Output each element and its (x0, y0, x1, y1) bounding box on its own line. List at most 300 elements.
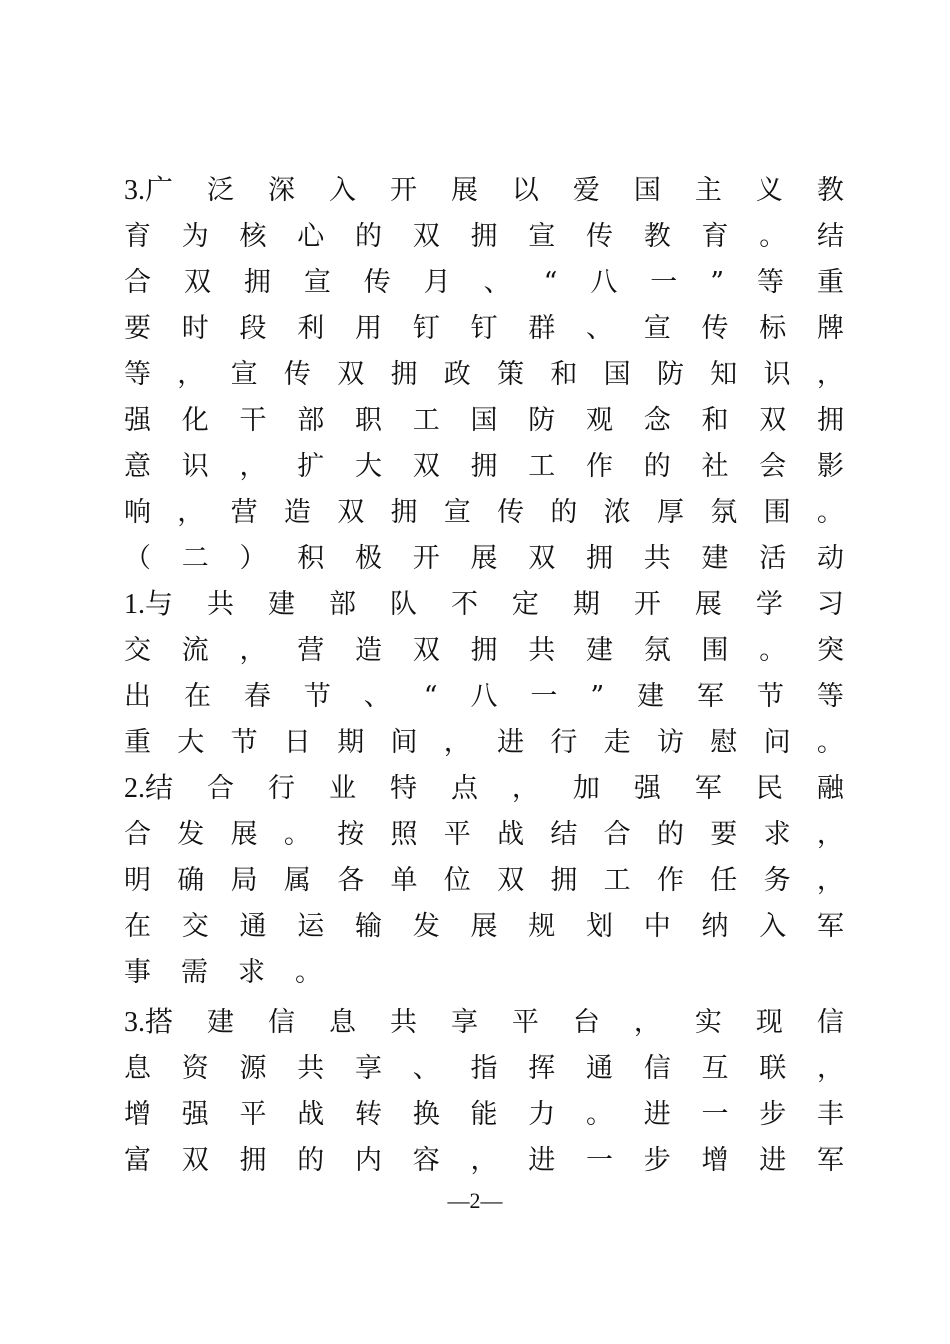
text-glyph: 力 (528, 1099, 556, 1130)
text-glyph: 实 (694, 1007, 722, 1038)
text-glyph: 共 (528, 635, 556, 666)
text-glyph: 双 (528, 543, 556, 574)
text-glyph: 工 (528, 451, 556, 482)
text-glyph: 国 (633, 175, 661, 206)
text-glyph: 意 (124, 451, 151, 482)
text-glyph: 。 (283, 819, 311, 850)
text-line (124, 260, 844, 306)
text-glyph: 等 (756, 267, 784, 298)
text-glyph: “ (543, 267, 558, 298)
section-heading (124, 536, 844, 582)
text-glyph: 宣 (303, 267, 331, 298)
text-glyph: 和 (550, 359, 578, 390)
text-glyph: ， (633, 1007, 661, 1038)
text-glyph: 双 (412, 221, 440, 252)
text-glyph: 开 (389, 175, 417, 206)
text-glyph: 交 (124, 635, 151, 666)
text-glyph: 增 (124, 1099, 151, 1130)
text-glyph: 宣 (643, 313, 671, 344)
text-glyph: 动 (817, 543, 844, 574)
text-glyph: 加 (572, 773, 600, 804)
text-glyph: 合 (124, 819, 151, 850)
text-glyph: 部 (297, 405, 325, 436)
text-glyph: 、 (586, 313, 613, 344)
text-glyph: 拥 (470, 635, 498, 666)
text-glyph: ， (816, 819, 844, 850)
text-glyph: 干 (239, 405, 267, 436)
text-glyph: 义 (755, 175, 783, 206)
text-glyph: 共 (389, 1007, 417, 1038)
text-glyph: 月 (423, 267, 451, 298)
text-glyph: 。 (816, 497, 844, 528)
text-glyph: 育 (701, 221, 729, 252)
text-glyph: 宣 (528, 221, 556, 252)
text-glyph: 内 (355, 1145, 382, 1176)
text-glyph: 3.广 (124, 175, 174, 206)
text-glyph: 二 (181, 543, 209, 574)
text-glyph: 拥 (586, 543, 613, 574)
text-glyph: 通 (586, 1053, 613, 1084)
text-glyph: 建 (637, 681, 665, 712)
text-glyph: 确 (177, 865, 205, 896)
text-glyph: 作 (656, 865, 684, 896)
text-glyph: 建 (586, 635, 613, 666)
text-glyph: 识 (763, 359, 791, 390)
text-line (124, 950, 844, 996)
text-glyph: 活 (759, 543, 787, 574)
text-glyph: 防 (528, 405, 556, 436)
text-glyph: 重 (816, 267, 844, 298)
text-glyph: 政 (443, 359, 471, 390)
text-glyph: 的 (550, 497, 578, 528)
text-line (124, 306, 844, 352)
text-glyph: 造 (283, 497, 311, 528)
text-glyph: 拥 (243, 267, 271, 298)
text-glyph: ， (816, 865, 844, 896)
text-glyph: 厚 (656, 497, 684, 528)
text-glyph: 围 (763, 497, 791, 528)
text-glyph: 需 (181, 957, 208, 988)
text-glyph: 爱 (572, 175, 600, 206)
text-line (124, 766, 844, 812)
text-glyph: 拥 (470, 221, 498, 252)
text-glyph: 合 (124, 267, 151, 298)
text-glyph: 教 (816, 175, 844, 206)
text-glyph: 强 (633, 773, 661, 804)
text-glyph: 展 (470, 911, 498, 942)
text-glyph: ， (177, 359, 205, 390)
text-glyph: ） (239, 543, 267, 574)
text-glyph: 传 (363, 267, 391, 298)
text-glyph: 一 (530, 681, 558, 712)
text-glyph: 平 (511, 1007, 539, 1038)
text-glyph: 节 (303, 681, 331, 712)
text-glyph: 展 (450, 175, 478, 206)
text-glyph: 极 (355, 543, 382, 574)
text-glyph: 务 (763, 865, 791, 896)
text-glyph: 节 (230, 727, 258, 758)
text-glyph: 营 (230, 497, 258, 528)
text-glyph: 围 (701, 635, 729, 666)
text-glyph: 春 (243, 681, 271, 712)
text-glyph: 互 (701, 1053, 729, 1084)
text-glyph: 造 (355, 635, 382, 666)
text-glyph: 一 (586, 1145, 613, 1176)
text-glyph: 交 (181, 911, 209, 942)
text-glyph: 军 (697, 681, 724, 712)
text-glyph: 拥 (390, 497, 418, 528)
page-number: —2— (447, 1188, 503, 1213)
text-glyph: 源 (239, 1053, 267, 1084)
text-glyph: 流 (181, 635, 209, 666)
text-glyph: 防 (656, 359, 684, 390)
text-line (124, 674, 844, 720)
text-glyph: 照 (390, 819, 418, 850)
text-line (124, 352, 844, 398)
text-glyph: 拥 (550, 865, 578, 896)
text-glyph: 策 (497, 359, 525, 390)
text-glyph: 八 (470, 681, 498, 712)
text-line (124, 720, 844, 766)
text-glyph: 用 (355, 313, 382, 344)
text-glyph: 军 (817, 1145, 844, 1176)
text-glyph: 资 (181, 1053, 209, 1084)
text-glyph: 为 (181, 221, 209, 252)
text-glyph: 建 (701, 543, 729, 574)
text-glyph: 浓 (603, 497, 631, 528)
body-text (124, 168, 844, 1184)
text-glyph: 国 (603, 359, 631, 390)
text-glyph: 。 (586, 1099, 613, 1130)
text-line (124, 628, 844, 674)
text-glyph: 拥 (470, 451, 498, 482)
text-glyph: 建 (207, 1007, 234, 1038)
text-glyph: 按 (337, 819, 365, 850)
text-glyph: 建 (267, 589, 295, 620)
text-glyph: 平 (443, 819, 471, 850)
text-glyph: 息 (124, 1053, 151, 1084)
text-line (124, 1000, 844, 1046)
text-glyph: 学 (755, 589, 783, 620)
text-glyph: 队 (389, 589, 417, 620)
text-glyph: 容 (412, 1145, 440, 1176)
text-glyph: 增 (701, 1145, 729, 1176)
text-glyph: 求 (238, 957, 265, 988)
text-glyph: 问 (763, 727, 791, 758)
text-glyph: 工 (603, 865, 631, 896)
text-glyph: 拥 (239, 1145, 267, 1176)
text-glyph: 入 (759, 911, 787, 942)
text-glyph: 单 (390, 865, 418, 896)
text-glyph: 教 (643, 221, 671, 252)
text-glyph: 信 (816, 1007, 844, 1038)
text-glyph: 要 (710, 819, 738, 850)
text-glyph: 指 (470, 1053, 498, 1084)
text-glyph: 社 (701, 451, 729, 482)
text-glyph: 氛 (643, 635, 671, 666)
text-glyph: 标 (759, 313, 787, 344)
text-glyph: 以 (511, 175, 539, 206)
text-glyph: 会 (759, 451, 787, 482)
text-glyph: 属 (283, 865, 311, 896)
text-glyph: 信 (643, 1053, 671, 1084)
text-glyph: 国 (470, 405, 498, 436)
text-glyph: 心 (297, 221, 325, 252)
text-glyph: 1.与 (124, 589, 174, 620)
text-glyph: 步 (643, 1145, 671, 1176)
text-glyph: 开 (412, 543, 440, 574)
text-glyph: 开 (633, 589, 661, 620)
text-glyph: 台 (572, 1007, 600, 1038)
text-glyph: 拥 (817, 405, 844, 436)
text-glyph: 的 (355, 221, 382, 252)
text-line (124, 490, 844, 536)
text-glyph: 事 (124, 957, 151, 988)
text-glyph: 强 (124, 405, 151, 436)
text-glyph: 双 (759, 405, 787, 436)
text-glyph: 不 (450, 589, 478, 620)
text-glyph: 宣 (443, 497, 471, 528)
text-glyph: 深 (267, 175, 295, 206)
text-glyph: 规 (528, 911, 556, 942)
text-glyph: 3.搭 (124, 1007, 174, 1038)
text-glyph: 主 (694, 175, 722, 206)
text-glyph: 民 (755, 773, 783, 804)
text-glyph: 营 (297, 635, 325, 666)
text-glyph: 传 (701, 313, 729, 344)
text-glyph: 期 (337, 727, 365, 758)
text-line (124, 444, 844, 490)
text-glyph: 等 (124, 359, 151, 390)
text-glyph: 息 (328, 1007, 356, 1038)
text-glyph: 各 (337, 865, 365, 896)
text-glyph: 双 (497, 865, 525, 896)
text-glyph: 进 (759, 1145, 787, 1176)
text-glyph: 发 (177, 819, 205, 850)
text-glyph: 作 (586, 451, 613, 482)
text-glyph: 双 (337, 359, 365, 390)
text-glyph: 入 (328, 175, 356, 206)
text-glyph: 局 (230, 865, 258, 896)
text-glyph: 双 (183, 267, 211, 298)
text-glyph: 合 (207, 773, 234, 804)
text-glyph: 。 (759, 635, 787, 666)
text-glyph: 育 (124, 221, 151, 252)
text-glyph: 求 (763, 819, 791, 850)
text-glyph: 部 (328, 589, 356, 620)
text-glyph: 氛 (710, 497, 738, 528)
text-glyph: 观 (586, 405, 613, 436)
text-glyph: 信 (267, 1007, 295, 1038)
text-line (124, 582, 844, 628)
text-line (124, 858, 844, 904)
text-glyph: 军 (694, 773, 722, 804)
text-glyph: 双 (412, 451, 440, 482)
text-line (124, 904, 844, 950)
text-glyph: 群 (528, 313, 556, 344)
text-glyph: 展 (470, 543, 498, 574)
text-glyph: 出 (124, 681, 151, 712)
text-glyph: 双 (337, 497, 365, 528)
text-glyph: 在 (124, 911, 151, 942)
text-glyph: 明 (124, 865, 151, 896)
text-glyph: ” (590, 681, 605, 712)
text-glyph: ， (239, 635, 267, 666)
text-glyph: 。 (816, 727, 844, 758)
text-glyph: 念 (643, 405, 671, 436)
text-glyph: 共 (207, 589, 234, 620)
text-glyph: 发 (412, 911, 440, 942)
text-glyph: 结 (817, 221, 844, 252)
text-line (124, 1138, 844, 1184)
text-glyph: 知 (710, 359, 738, 390)
text-glyph: ， (816, 359, 844, 390)
text-glyph: 影 (817, 451, 844, 482)
text-glyph: 共 (297, 1053, 325, 1084)
text-glyph: 的 (297, 1145, 325, 1176)
text-glyph: 习 (816, 589, 844, 620)
text-glyph: 强 (181, 1099, 209, 1130)
text-glyph: 转 (355, 1099, 382, 1130)
text-glyph: 段 (239, 313, 267, 344)
text-glyph: 联 (759, 1053, 787, 1084)
text-glyph: 定 (511, 589, 539, 620)
text-glyph: 突 (817, 635, 844, 666)
text-glyph: 战 (497, 819, 525, 850)
text-line (124, 214, 844, 260)
text-glyph: 特 (389, 773, 417, 804)
text-line (124, 1092, 844, 1138)
text-glyph: 2.结 (124, 773, 174, 804)
text-glyph: 战 (297, 1099, 325, 1130)
text-glyph: 划 (586, 911, 613, 942)
text-glyph: 和 (701, 405, 729, 436)
text-glyph: 军 (817, 911, 844, 942)
text-glyph: 能 (470, 1099, 498, 1130)
text-glyph: 。 (759, 221, 787, 252)
text-line (124, 812, 844, 858)
text-glyph: 输 (355, 911, 382, 942)
text-glyph: 行 (267, 773, 295, 804)
text-line (124, 168, 844, 214)
text-glyph: 展 (694, 589, 722, 620)
text-glyph: 工 (412, 405, 440, 436)
text-glyph: 宣 (230, 359, 258, 390)
text-glyph: 传 (283, 359, 311, 390)
text-glyph: 扩 (297, 451, 325, 482)
text-glyph: 换 (412, 1099, 440, 1130)
text-glyph: 。 (295, 957, 322, 988)
text-glyph: 现 (755, 1007, 783, 1038)
text-glyph: 位 (443, 865, 471, 896)
text-glyph: 结 (550, 819, 578, 850)
text-glyph: 运 (297, 911, 325, 942)
text-glyph: 钉 (412, 313, 440, 344)
text-glyph: 拥 (390, 359, 418, 390)
text-glyph: 响 (124, 497, 151, 528)
text-glyph: 双 (412, 635, 440, 666)
text-glyph: 间 (390, 727, 418, 758)
text-glyph: 一 (650, 267, 678, 298)
text-glyph: 八 (590, 267, 618, 298)
text-glyph: 纳 (701, 911, 729, 942)
text-glyph: ， (239, 451, 267, 482)
text-glyph: 大 (177, 727, 205, 758)
text-glyph: 时 (181, 313, 209, 344)
text-line (124, 398, 844, 444)
text-glyph: 利 (297, 313, 325, 344)
text-glyph: ， (817, 1053, 844, 1084)
text-glyph: 享 (355, 1053, 382, 1084)
text-glyph: ” (710, 267, 724, 298)
text-glyph: 挥 (528, 1053, 556, 1084)
text-glyph: 泛 (207, 175, 234, 206)
text-glyph: 富 (124, 1145, 151, 1176)
text-glyph: 的 (643, 451, 671, 482)
text-glyph: （ (124, 543, 151, 574)
text-glyph: 业 (328, 773, 356, 804)
text-glyph: 享 (450, 1007, 478, 1038)
text-glyph: 日 (283, 727, 311, 758)
text-glyph: 访 (656, 727, 684, 758)
text-glyph: 通 (239, 911, 267, 942)
text-glyph: 大 (355, 451, 382, 482)
text-glyph: 行 (550, 727, 578, 758)
text-glyph: 牌 (817, 313, 844, 344)
text-line (124, 1046, 844, 1092)
text-glyph: 点 (450, 773, 478, 804)
text-glyph: 进 (497, 727, 525, 758)
text-glyph: 慰 (710, 727, 738, 758)
text-glyph: 进 (528, 1145, 556, 1176)
text-glyph: 职 (355, 405, 382, 436)
text-glyph: 任 (710, 865, 738, 896)
text-glyph: 、 (412, 1053, 440, 1084)
text-glyph: 平 (239, 1099, 267, 1130)
text-glyph: 丰 (817, 1099, 844, 1130)
text-glyph: 钉 (470, 313, 498, 344)
text-glyph: 节 (756, 681, 784, 712)
text-glyph: 展 (230, 819, 258, 850)
text-glyph: 共 (643, 543, 671, 574)
text-glyph: 合 (603, 819, 631, 850)
text-glyph: 传 (586, 221, 613, 252)
text-glyph: 要 (124, 313, 151, 344)
text-glyph: 化 (181, 405, 209, 436)
text-glyph: 在 (183, 681, 211, 712)
text-glyph: 积 (297, 543, 325, 574)
text-glyph: “ (423, 681, 438, 712)
text-glyph: 双 (181, 1145, 209, 1176)
text-glyph: 识 (181, 451, 209, 482)
text-glyph: 重 (124, 727, 151, 758)
text-glyph: 期 (572, 589, 600, 620)
text-glyph: 步 (759, 1099, 787, 1130)
text-glyph: ， (177, 497, 205, 528)
text-glyph: 等 (816, 681, 844, 712)
text-glyph: 中 (643, 911, 671, 942)
text-glyph: 传 (497, 497, 525, 528)
text-glyph: 核 (239, 221, 267, 252)
text-glyph: 、 (363, 681, 391, 712)
text-glyph: 的 (656, 819, 684, 850)
text-glyph: 融 (816, 773, 844, 804)
text-glyph: ， (470, 1145, 498, 1176)
text-glyph: ， (443, 727, 471, 758)
text-glyph: 一 (701, 1099, 729, 1130)
text-glyph: 走 (603, 727, 631, 758)
text-glyph: 进 (643, 1099, 671, 1130)
